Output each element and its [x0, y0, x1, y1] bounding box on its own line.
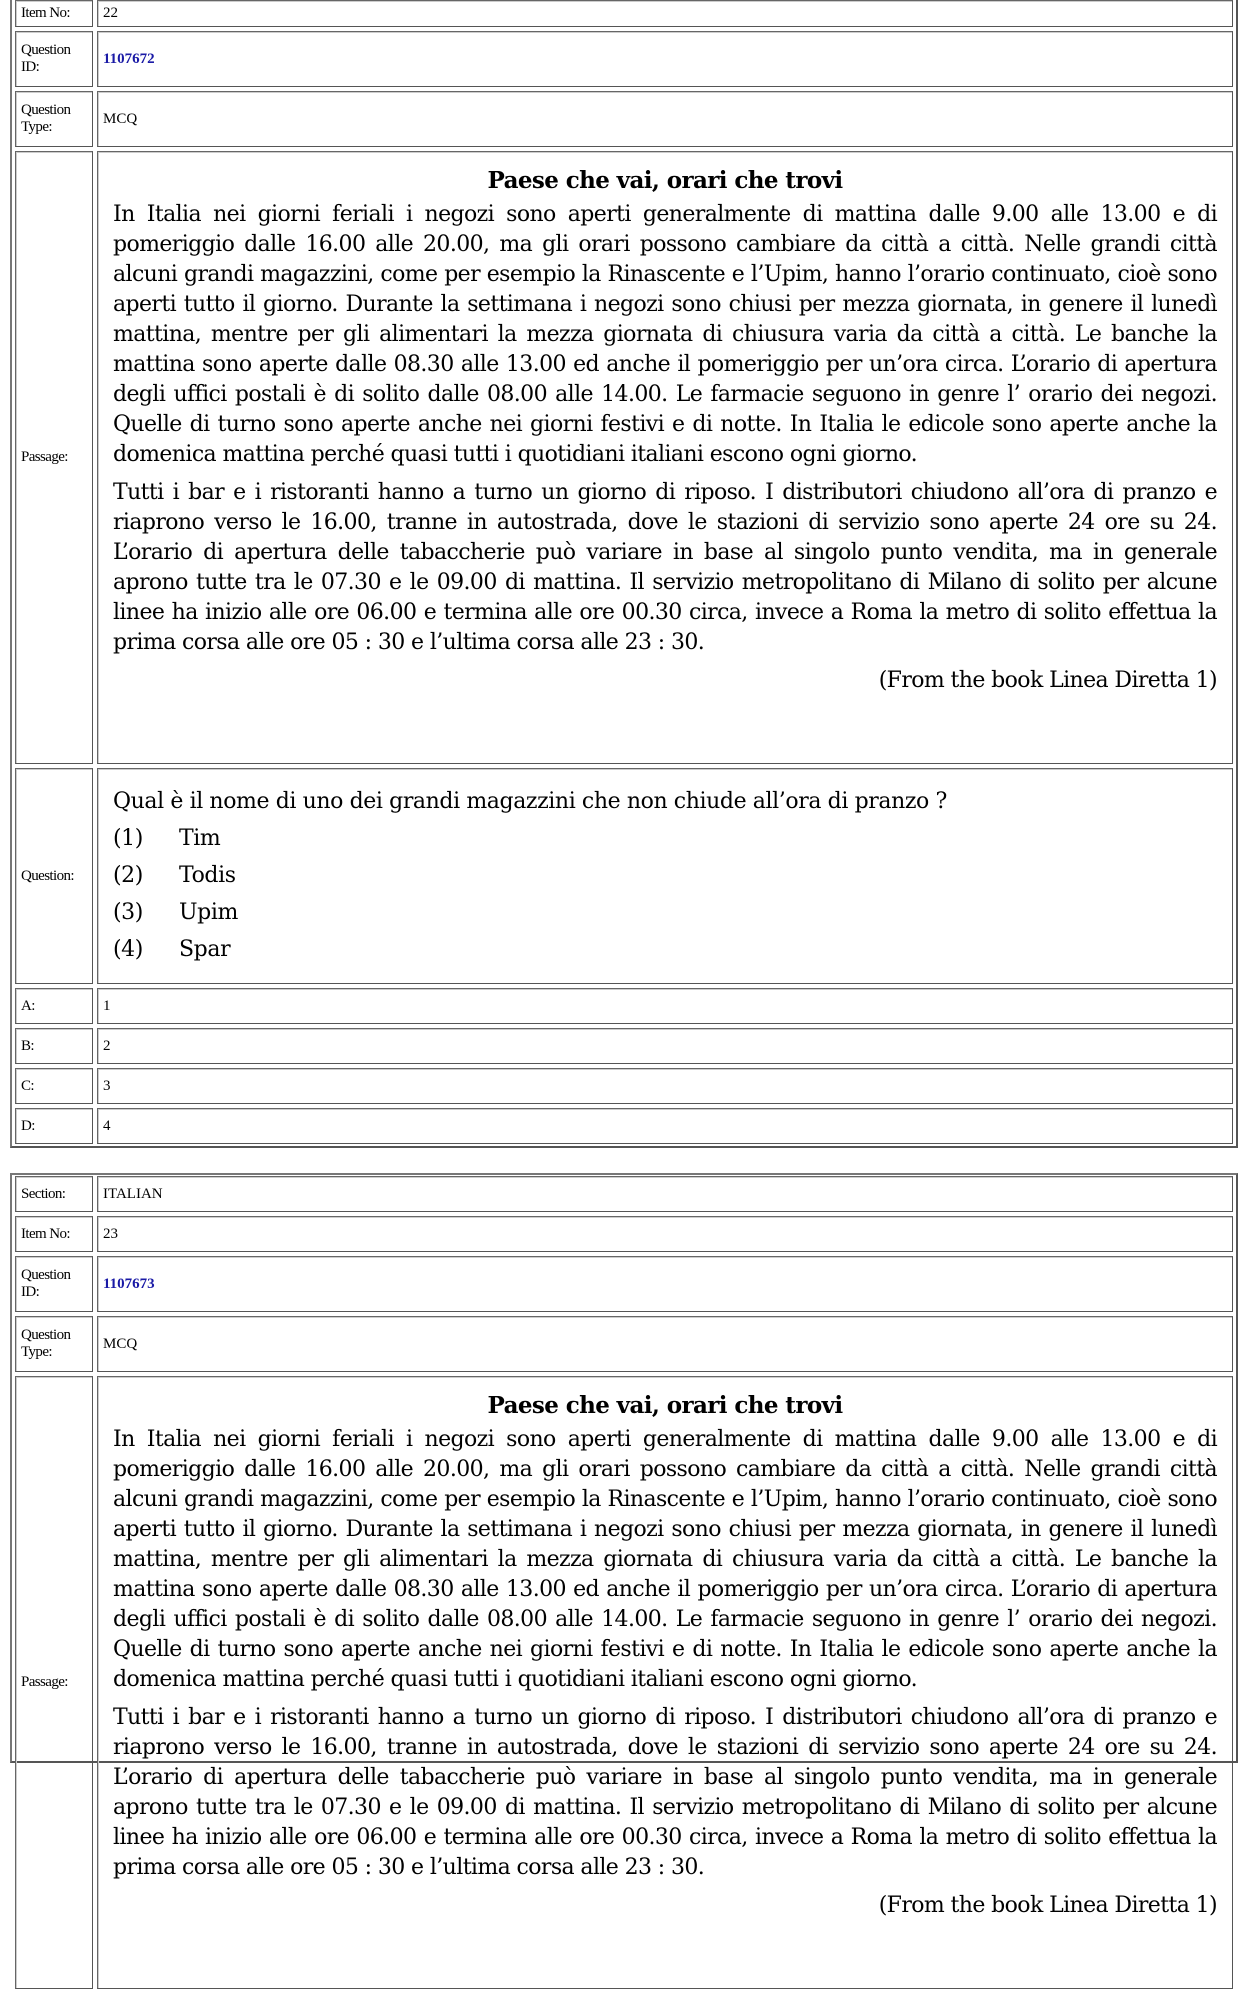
question-type-label: Question Type:: [15, 91, 93, 147]
passage-paragraph-1: In Italia nei giorni feriali i negozi sono aperti generalmente di mattina dalle 9.00 alle 13.00 e di pomeriggio dalle 16.00 alle 20.00, ma gli orari possono cambiare da città a città. Nelle grandi città alcuni grandi magazzini, come per esempio la Rinascente e l’Upim, hanno l’orario continuato, cioè sono aperti tutto il giorno. Durante la settimana i negozi sono chiusi per mezza giornata, in genere il lunedì mattina, mentre per gli alimentari la mezza giornata di chiusura varia da città a città. Le banche la mattina sono aperte dalle 08.30 alle 13.00 ed anche il pomeriggio per un’ora circa. L’orario di apertura degli uffici postali è di solito dalle 08.00 alle 14.00. Le farmacie seguono in genre l’ orario dei negozi. Quelle di turno sono aperte anche nei giorni festivi e di notte. In Italia le edicole sono aperte anche la domenica mattina perché quasi tutti i quotidiani italiani escono ogni giorno.: [113, 202, 1217, 467]
question-id-row: [15, 1256, 1233, 1312]
option-4: [113, 931, 1217, 968]
option-3: [113, 894, 1217, 931]
item-no-label: Item No:: [15, 1216, 93, 1252]
section-value: ITALIAN: [97, 1176, 1233, 1212]
answer-a-row: [15, 988, 1233, 1024]
question-type-row: [15, 91, 1233, 147]
option-number: (2): [113, 863, 143, 888]
option-number: (3): [113, 900, 143, 925]
section-label: Section:: [15, 1176, 93, 1212]
item-no-row: [15, 0, 1233, 27]
question-id-label: Question ID:: [15, 31, 93, 87]
passage-source: (From the book Linea Diretta 1): [878, 668, 1217, 693]
answer-d-row: [15, 1108, 1233, 1144]
option-text: Upim: [179, 900, 238, 925]
answer-d-value: 4: [97, 1108, 1233, 1144]
passage-source: (From the book Linea Diretta 1): [878, 1893, 1217, 1918]
option-number: (4): [113, 937, 143, 962]
item-no-value: 23: [97, 1216, 1233, 1252]
passage-content: [97, 151, 1233, 764]
section-row: [15, 1176, 1233, 1212]
passage-label: Passage:: [15, 1376, 93, 1989]
passage-row: [15, 1376, 1233, 1989]
question-row: [15, 768, 1233, 984]
question-type-label: Question Type:: [15, 1316, 93, 1372]
answer-c-label: C:: [15, 1068, 93, 1104]
answer-a-value: 1: [97, 988, 1233, 1024]
question-table-item-23: [10, 1173, 1238, 1918]
question-id-row: [15, 31, 1233, 87]
answer-b-label: B:: [15, 1028, 93, 1064]
passage-paragraph-1: In Italia nei giorni feriali i negozi sono aperti generalmente di mattina dalle 9.00 alle 13.00 e di pomeriggio dalle 16.00 alle 20.00, ma gli orari possono cambiare da città a città. Nelle grandi città alcuni grandi magazzini, come per esempio la Rinascente e l’Upim, hanno l’orario continuato, cioè sono aperti tutto il giorno. Durante la settimana i negozi sono chiusi per mezza giornata, in genere il lunedì mattina, mentre per gli alimentari la mezza giornata di chiusura varia da città a città. Le banche la mattina sono aperte dalle 08.30 alle 13.00 ed anche il pomeriggio per un’ora circa. L’orario di apertura degli uffici postali è di solito dalle 08.00 alle 14.00. Le farmacie seguono in genre l’ orario dei negozi. Quelle di turno sono aperte anche nei giorni festivi e di notte. In Italia le edicole sono aperte anche la domenica mattina perché quasi tutti i quotidiani italiani escono ogni giorno.: [113, 1427, 1217, 1692]
passage-paragraph-2: Tutti i bar e i ristoranti hanno a turno un giorno di riposo. I distributori chiudono all’ora di pranzo e riaprono verso le 16.00, tranne in autostrada, dove le stazioni di servizio sono aperte 24 ore su 24. L’orario di apertura delle tabaccherie può variare in base al singolo punto vendita, ma in generale aprono tutte tra le 07.30 e le 09.00 di mattina. Il servizio metropolitano di Milano di solito per alcune linee ha inizio alle ore 06.00 e termina alle ore 00.30 circa, invece a Roma la metro di solito effettua la prima corsa alle ore 05 : 30 e l’ultima corsa alle 23 : 30.: [113, 1705, 1217, 1880]
answer-b-value: 2: [97, 1028, 1233, 1064]
answer-c-row: [15, 1068, 1233, 1104]
option-text: Spar: [179, 937, 231, 962]
passage-content: [97, 1376, 1233, 1989]
question-type-value: MCQ: [97, 1316, 1233, 1372]
answer-d-label: D:: [15, 1108, 93, 1144]
item-no-label: Item No:: [15, 0, 93, 27]
question-type-row: [15, 1316, 1233, 1372]
option-text: Todis: [179, 863, 236, 888]
passage-title: Paese che vai, orari che trovi: [487, 167, 843, 194]
question-content: [97, 768, 1233, 984]
option-number: (1): [113, 826, 143, 851]
passage-label: Passage:: [15, 151, 93, 764]
option-text: Tim: [179, 826, 221, 851]
passage-row: [15, 151, 1233, 764]
passage-title: Paese che vai, orari che trovi: [487, 1392, 843, 1419]
question-text: Qual è il nome di uno dei grandi magazzini che non chiude all’ora di pranzo ?: [113, 789, 947, 814]
question-id-value: 1107672: [97, 31, 1233, 87]
item-no-row: [15, 1216, 1233, 1252]
question-label: Question:: [15, 768, 93, 984]
item-no-value: 22: [97, 0, 1233, 27]
question-table-item-22: [10, 0, 1238, 1148]
option-1: [113, 820, 1217, 857]
answer-c-value: 3: [97, 1068, 1233, 1104]
passage-paragraph-2: Tutti i bar e i ristoranti hanno a turno un giorno di riposo. I distributori chiudono all’ora di pranzo e riaprono verso le 16.00, tranne in autostrada, dove le stazioni di servizio sono aperte 24 ore su 24. L’orario di apertura delle tabaccherie può variare in base al singolo punto vendita, ma in generale aprono tutte tra le 07.30 e le 09.00 di mattina. Il servizio metropolitano di Milano di solito per alcune linee ha inizio alle ore 06.00 e termina alle ore 00.30 circa, invece a Roma la metro di solito effettua la prima corsa alle ore 05 : 30 e l’ultima corsa alle 23 : 30.: [113, 480, 1217, 655]
question-id-value: 1107673: [97, 1256, 1233, 1312]
answer-a-label: A:: [15, 988, 93, 1024]
question-type-value: MCQ: [97, 91, 1233, 147]
option-2: [113, 857, 1217, 894]
question-id-label: Question ID:: [15, 1256, 93, 1312]
answer-b-row: [15, 1028, 1233, 1064]
